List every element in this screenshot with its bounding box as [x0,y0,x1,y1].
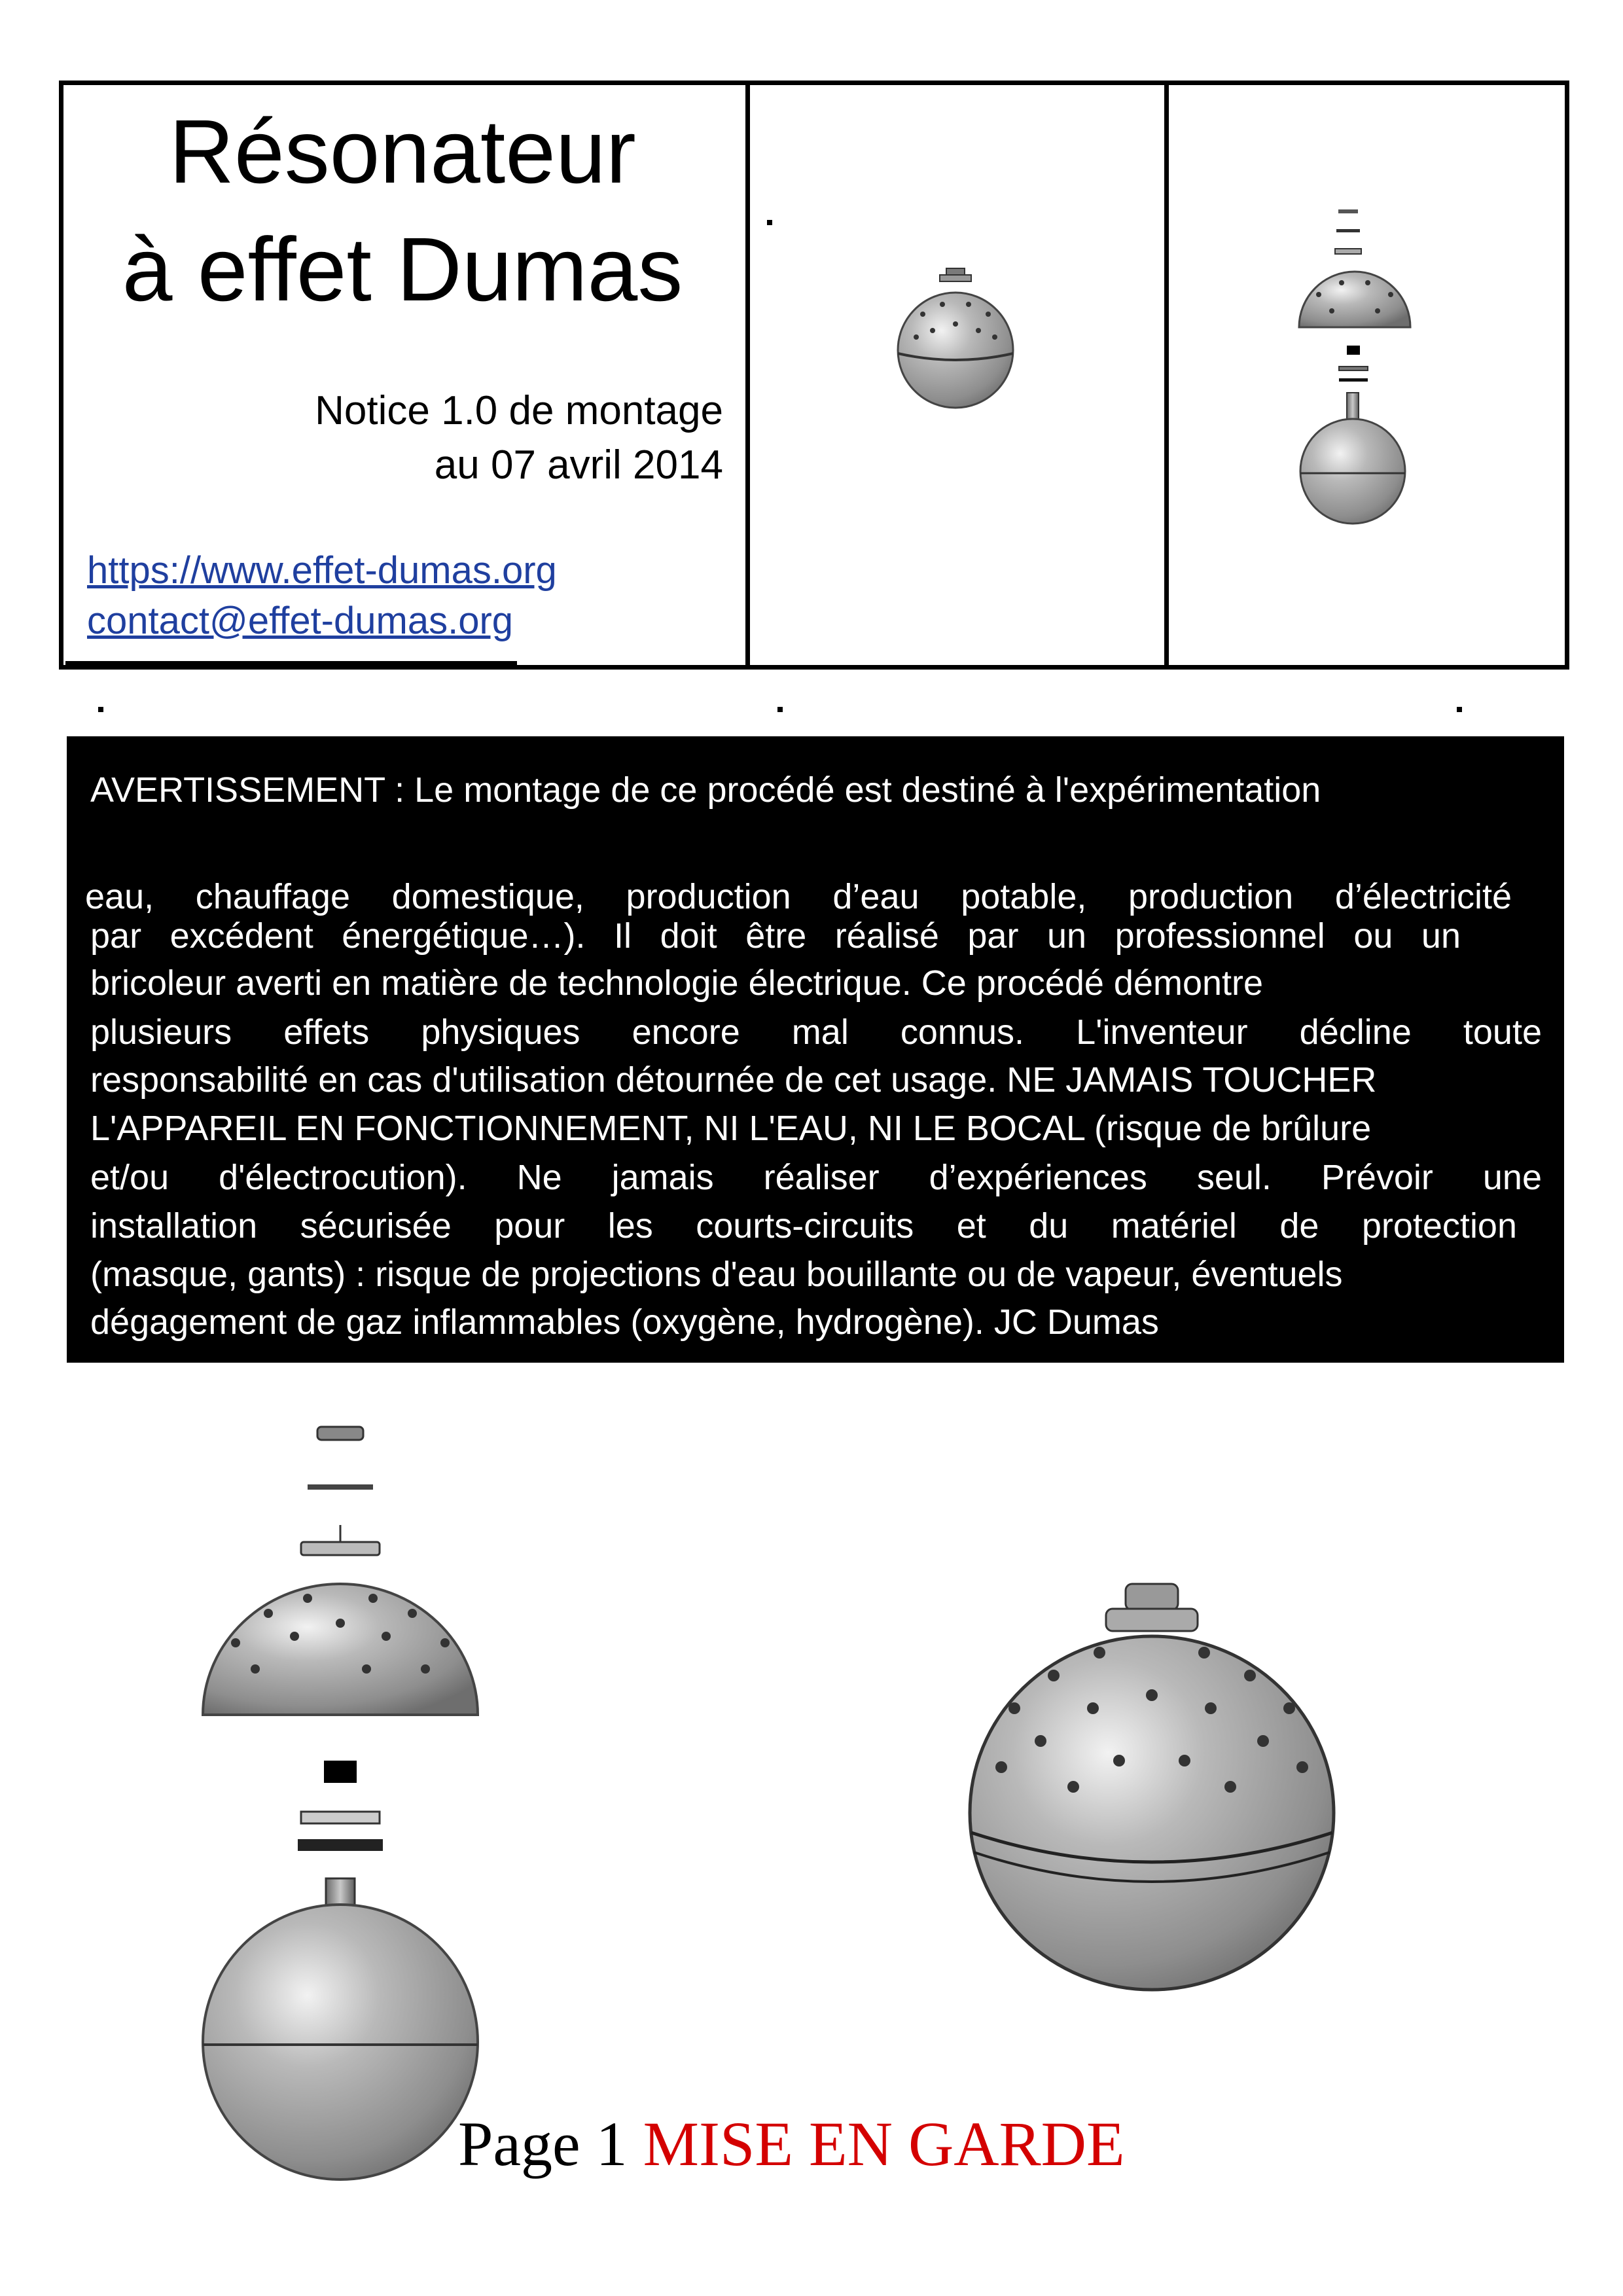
warning-line: plusieurs effets physiques encore mal connus. L'inventeur décline toute [90,1013,1542,1052]
page-number: Page 1 [458,2109,628,2179]
warning-block [67,736,1564,1363]
dot-marker [1457,707,1462,712]
notice-version: Notice 1.0 de montage [315,388,723,433]
warning-line: (masque, gants) : risque de projections d'eau bouillante ou de vapeur, éventuels [90,1255,1343,1294]
warning-line: installation sécurisée pour les courts-circuits et du matériel de protection [90,1206,1517,1246]
document-title-line2: à effet Dumas [122,219,683,320]
warning-line: AVERTISSEMENT : Le montage de ce procédé est destiné à l'expérimentation [90,770,1321,810]
document-title-line1: Résonateur [169,101,636,202]
header-divider-1 [745,85,750,665]
warning-line: dégagement de gaz inflammables (oxygène, hydrogène). JC Dumas [90,1302,1159,1342]
page-footer [458,2108,1125,2180]
dot-marker [767,220,772,225]
warning-line: eau, chauffage domestique, production d’eau potable, production d’électricité [85,877,1512,916]
assembled-resonator-image [897,268,1014,412]
website-link[interactable]: https://www.effet-dumas.org [87,549,557,592]
warning-line: par excédent énergétique…). Il doit être réalisé par un professionnel ou un [90,916,1461,956]
notice-date: au 07 avril 2014 [434,442,723,488]
warning-line: responsabilité en cas d'utilisation détournée de cet usage. NE JAMAIS TOUCHER [90,1060,1377,1100]
warning-line: et/ou d'électrocution). Ne jamais réaliser d’expériences seul. Prévoir une [90,1158,1542,1197]
section-title: MISE EN GARDE [643,2109,1125,2179]
exploded-resonator-image [1289,209,1420,537]
header-underline [65,661,517,665]
warning-line: bricoleur averti en matière de technologie électrique. Ce procédé démontre [90,963,1264,1003]
dot-marker [777,707,783,712]
dot-marker [98,707,103,712]
email-link[interactable]: contact@effet-dumas.org [87,600,514,642]
assembled-view-image [962,1584,1342,1990]
header-divider-2 [1164,85,1169,665]
exploded-view-image [196,1427,484,2127]
warning-line: L'APPAREIL EN FONCTIONNEMENT, NI L'EAU, NI LE BOCAL (risque de brûlure [90,1109,1372,1148]
